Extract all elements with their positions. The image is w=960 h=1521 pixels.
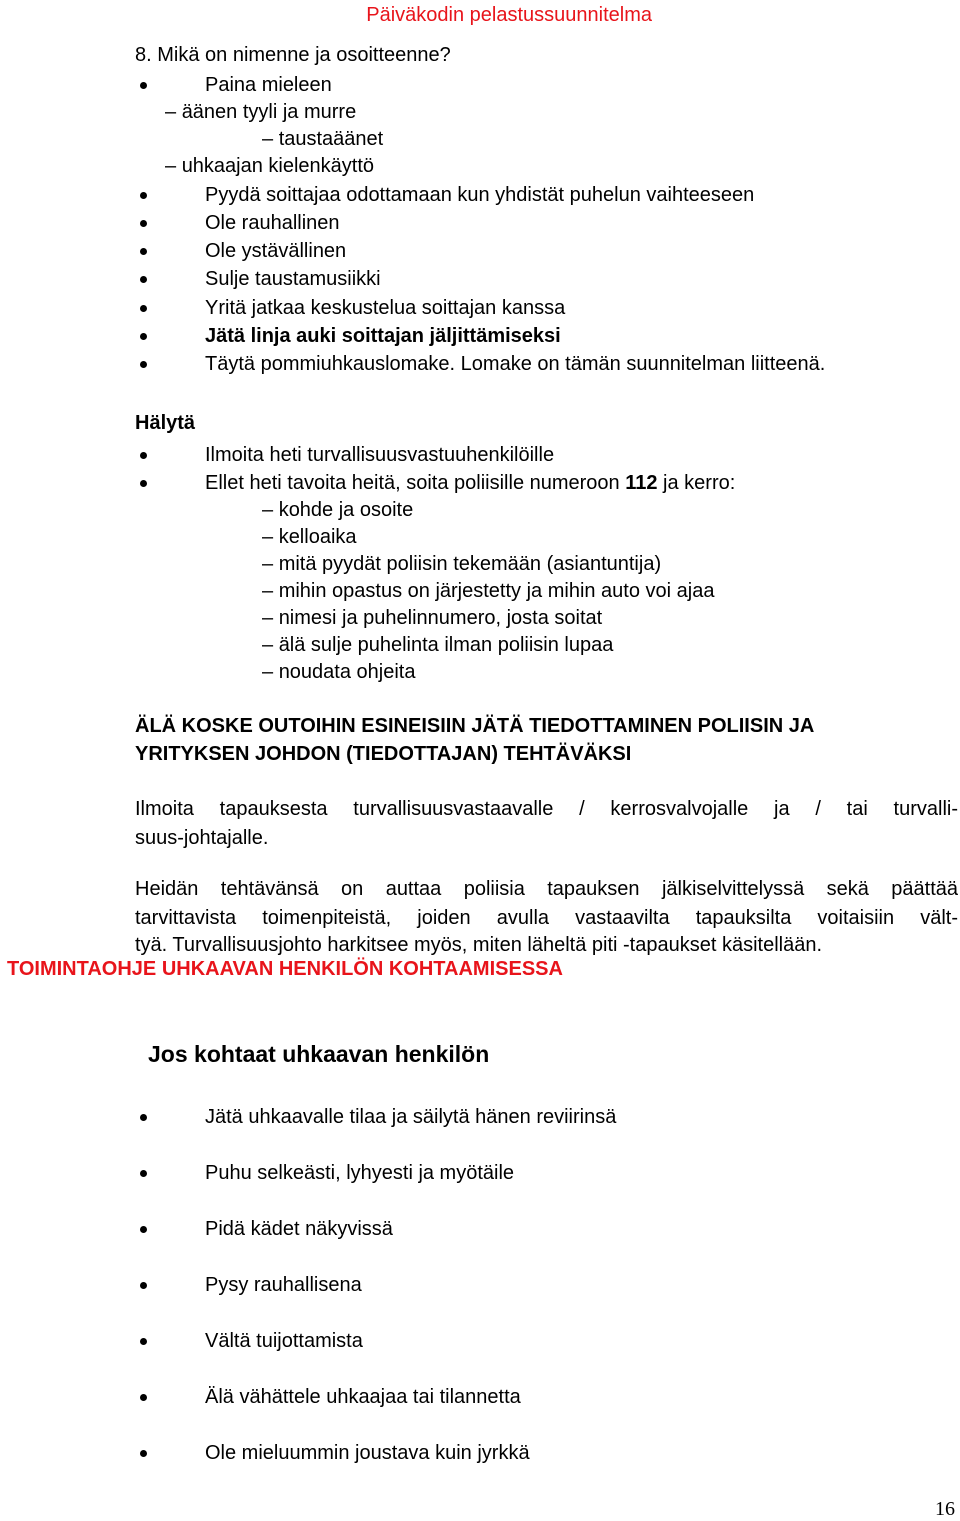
alert-sub-item: – noudata ohjeita <box>262 661 416 683</box>
alert-sub-item: – nimesi ja puhelinnumero, josta soitat <box>262 607 603 629</box>
alert-item-call: Ellet heti tavoita heitä, soita poliisille numeroon 112 ja kerro: <box>205 472 736 494</box>
bullet-icon <box>140 361 147 368</box>
warning-line-2: YRITYKSEN JOHDON (TIEDOTTAJAN) TEHTÄVÄKSI <box>135 743 632 765</box>
alert-sub-item: – kohde ja osoite <box>262 499 414 521</box>
threat-item: Ole mieluummin joustava kuin jyrkkä <box>205 1442 530 1464</box>
alert-heading: Hälytä <box>135 412 196 434</box>
threat-heading: Jos kohtaat uhkaavan henkilön <box>148 1041 490 1067</box>
section-title: TOIMINTAOHJE UHKAAVAN HENKILÖN KOHTAAMISESSA <box>7 958 563 980</box>
list-item: Täytä pommiuhkauslomake. Lomake on tämän suunnitelman liitteenä. <box>205 353 826 375</box>
bullet-icon <box>140 333 147 340</box>
bullet-icon <box>140 305 147 312</box>
list-item: Ole rauhallinen <box>205 212 340 234</box>
list-item: Yritä jatkaa keskustelua soittajan kanssa <box>205 297 566 319</box>
sub-item: – taustaäänet <box>262 128 384 150</box>
bullet-icon <box>140 1338 147 1345</box>
sub-item: – uhkaajan kielenkäyttö <box>165 155 375 177</box>
warning-line-1: ÄLÄ KOSKE OUTOIHIN ESINEISIIN JÄTÄ TIEDOTTAMINEN POLIISIN JA <box>135 715 815 737</box>
threat-item: Pidä kädet näkyvissä <box>205 1218 393 1240</box>
bullet-icon <box>140 452 147 459</box>
bullet-icon <box>140 220 147 227</box>
bullet-icon <box>140 1394 147 1401</box>
threat-item: Jätä uhkaavalle tilaa ja säilytä hänen reviirinsä <box>205 1106 617 1128</box>
bullet-icon <box>140 1170 147 1177</box>
list-item: Pyydä soittajaa odottamaan kun yhdistät puhelun vaihteeseen <box>205 184 755 206</box>
list-item: Ole ystävällinen <box>205 240 347 262</box>
bullet-icon <box>140 480 147 487</box>
paragraph-line: Ilmoita tapauksesta turvallisuusvastaavalle / kerrosvalvojalle ja / tai turvalli- <box>135 798 958 820</box>
bullet-icon <box>140 1226 147 1233</box>
emergency-number: 112 <box>625 472 658 494</box>
list-item: Sulje taustamusiikki <box>205 268 381 290</box>
paragraph-line: tarvittavista toimenpiteistä, joiden avulla vastaavilta tapauksilta voitaisiin vält- <box>135 907 958 929</box>
alert-item: Ilmoita heti turvallisuusvastuuhenkilöille <box>205 444 555 466</box>
bullet-icon <box>140 192 147 199</box>
bullet-icon <box>140 1114 147 1121</box>
question-label: 8. Mikä on nimenne ja osoitteenne? <box>135 44 451 66</box>
threat-item: Vältä tuijottamista <box>205 1330 363 1352</box>
threat-item: Pysy rauhallisena <box>205 1274 362 1296</box>
bullet-icon <box>140 82 147 89</box>
paragraph-line: Heidän tehtävänsä on auttaa poliisia tapauksen jälkiselvittelyssä sekä päättää <box>135 878 958 900</box>
bullet-icon <box>140 276 147 283</box>
alert-sub-item: – kelloaika <box>262 526 357 548</box>
sub-item: – äänen tyyli ja murre <box>165 101 357 123</box>
list-item-bold: Jätä linja auki soittajan jäljittämiseksi <box>205 325 561 347</box>
threat-item: Älä vähättele uhkaajaa tai tilannetta <box>205 1386 521 1408</box>
alert-sub-item: – mitä pyydät poliisin tekemään (asiantuntija) <box>262 553 662 575</box>
bullet-icon <box>140 1450 147 1457</box>
list-item-remember: Paina mieleen <box>205 74 332 96</box>
paragraph-line: tyä. Turvallisuusjohto harkitsee myös, miten läheltä piti -tapaukset käsitellään. <box>135 934 823 956</box>
threat-item: Puhu selkeästi, lyhyesti ja myötäile <box>205 1162 515 1184</box>
alert-sub-item: – mihin opastus on järjestetty ja mihin auto voi ajaa <box>262 580 715 602</box>
page-number: 16 <box>935 1498 955 1520</box>
bullet-icon <box>140 248 147 255</box>
document-header-title: Päiväkodin pelastussuunnitelma <box>366 4 652 26</box>
alert-sub-item: – älä sulje puhelinta ilman poliisin lupaa <box>262 634 614 656</box>
paragraph-line: suus-johtajalle. <box>135 827 269 849</box>
bullet-icon <box>140 1282 147 1289</box>
